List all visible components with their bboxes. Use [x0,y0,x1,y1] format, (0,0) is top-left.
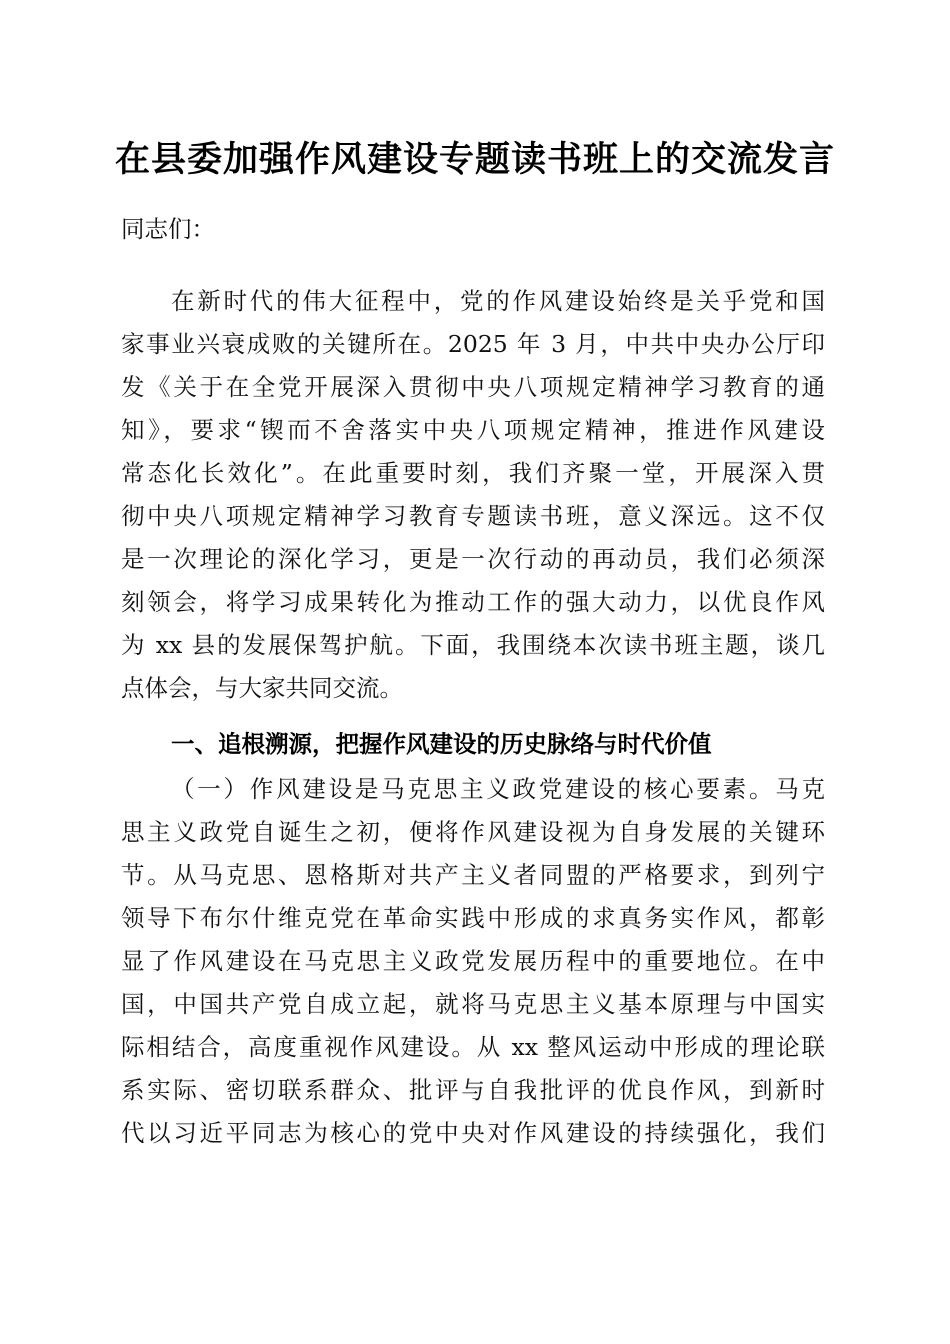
intro-line: 刻领会，将学习成果转化为推动工作的强大动力，以优良作风 [121,588,825,616]
intro-line: 家事业兴衰成败的关键所在。2025 年 3 月，中共中央办公厅印 [121,330,825,358]
section-line: 系实际、密切联系群众、批评与自我批评的优良作风，到新时 [121,1076,825,1104]
intro-line: 是一次理论的深化学习，更是一次行动的再动员，我们必须深 [121,545,825,573]
section-line: 国，中国共产党自成立起，就将马克思主义基本原理与中国实 [121,990,825,1018]
section-line: 际相结合，高度重视作风建设。从 xx 整风运动中形成的理论联 [121,1033,825,1061]
intro-line: 知》，要求“锲而不舍落实中央八项规定精神，推进作风建设 [121,416,825,444]
document-title: 在县委加强作风建设专题读书班上的交流发言 [114,139,835,180]
section-line: （一）作风建设是马克思主义政党建设的核心要素。马克 [171,775,825,803]
section-line: 代以习近平同志为核心的党中央对作风建设的持续强化，我们 [121,1119,825,1147]
intro-line: 常态化长效化”。在此重要时刻，我们齐聚一堂，开展深入贯 [121,459,825,487]
section-line: 显了作风建设在马克思主义政党发展历程中的重要地位。在中 [121,947,825,975]
intro-line: 彻中央八项规定精神学习教育专题读书班，意义深远。这不仅 [121,502,825,530]
intro-line: 点体会，与大家共同交流。 [121,674,403,702]
section-line: 思主义政党自诞生之初，便将作风建设视为自身发展的关键环 [121,818,825,846]
intro-line: 在新时代的伟大征程中，党的作风建设始终是关乎党和国 [171,287,825,315]
intro-line: 发《关于在全党开展深入贯彻中央八项规定精神学习教育的通 [121,373,825,401]
section-line: 节。从马克思、恩格斯对共产主义者同盟的严格要求，到列宁 [121,861,825,889]
section-heading: 一、追根溯源，把握作风建设的历史脉络与时代价值 [171,730,712,758]
intro-line: 为 xx 县的发展保驾护航。下面，我围绕本次读书班主题，谈几 [121,631,825,659]
section-line: 领导下布尔什维克党在革命实践中形成的求真务实作风，都彰 [121,904,825,932]
salutation: 同志们： [121,215,215,243]
